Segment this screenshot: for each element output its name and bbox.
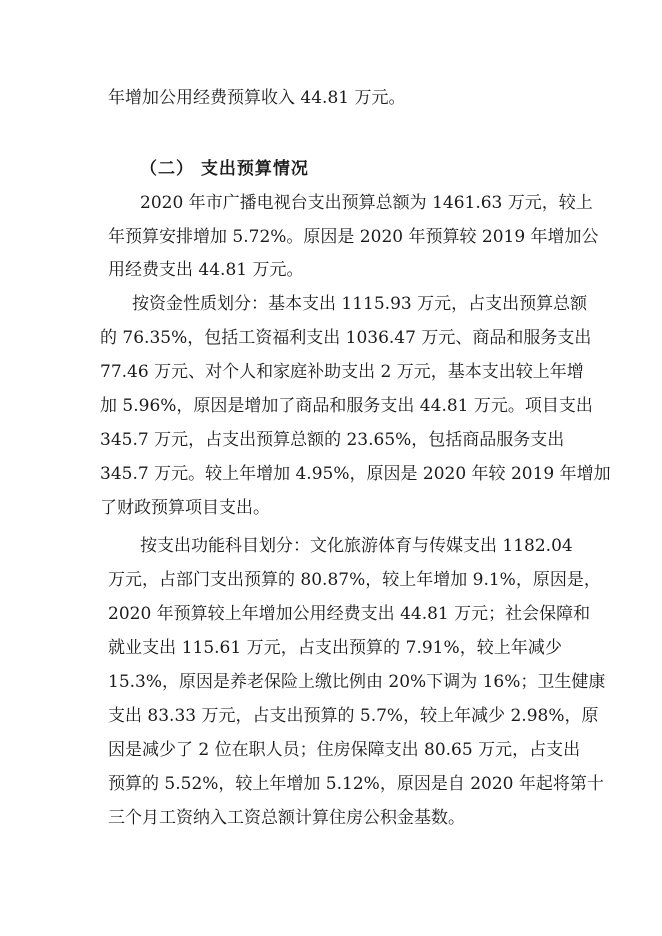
text-line: 万元，占部门支出预算的 80.87%，较上年增加 9.1%，原因是， (108, 570, 601, 590)
text-line: 345.7 万元。较上年增加 4.95%，原因是 2020 年较 2019 年增加 (100, 464, 611, 484)
section-heading: （二） 支出预算情况 (140, 159, 309, 179)
text-line: 345.7 万元，占支出预算总额的 23.65%，包括商品服务支出 (100, 430, 565, 450)
text-line: 2020 年预算较上年增加公用经费支出 44.81 万元；社会保障和 (108, 604, 591, 624)
text-line: 按资金性质划分：基本支出 1115.93 万元，占支出预算总额 (132, 294, 588, 314)
text-line: 按支出功能科目划分：文化旅游体育与传媒支出 1182.04 (140, 536, 573, 556)
text-line: 15.3%，原因是养老保险上缴比例由 20%下调为 16%；卫生健康 (108, 672, 606, 692)
text-line: 用经费支出 44.81 万元。 (108, 260, 304, 280)
text-line: 了财政预算项目支出。 (100, 498, 270, 518)
text-line: 的 76.35%，包括工资福利支出 1036.47 万元、商品和服务支出 (100, 328, 592, 348)
text-line: 支出 83.33 万元，占支出预算的 5.7%，较上年减少 2.98%，原 (108, 706, 599, 726)
text-line: 预算的 5.52%，较上年增加 5.12%，原因是自 2020 年起将第十 (108, 774, 604, 794)
text-line: 三个月工资纳入工资总额计算住房公积金基数。 (108, 808, 465, 828)
paragraph-tail: 年增加公用经费预算收入 44.81 万元。 (108, 88, 406, 108)
text-line: 就业支出 115.61 万元，占支出预算的 7.91%，较上年减少 (108, 638, 562, 658)
text-line: 加 5.96%，原因是增加了商品和服务支出 44.81 万元。项目支出 (100, 396, 593, 416)
text-line: 年预算安排增加 5.72%。原因是 2020 年预算较 2019 年增加公 (108, 227, 599, 247)
text-line: 2020 年市广播电视台支出预算总额为 1461.63 万元，较上 (140, 193, 593, 213)
text-line: 因是减少了 2 位在职人员；住房保障支出 80.65 万元，占支出 (108, 740, 581, 760)
text-line: 77.46 万元、对个人和家庭补助支出 2 万元，基本支出较上年增 (100, 362, 584, 382)
